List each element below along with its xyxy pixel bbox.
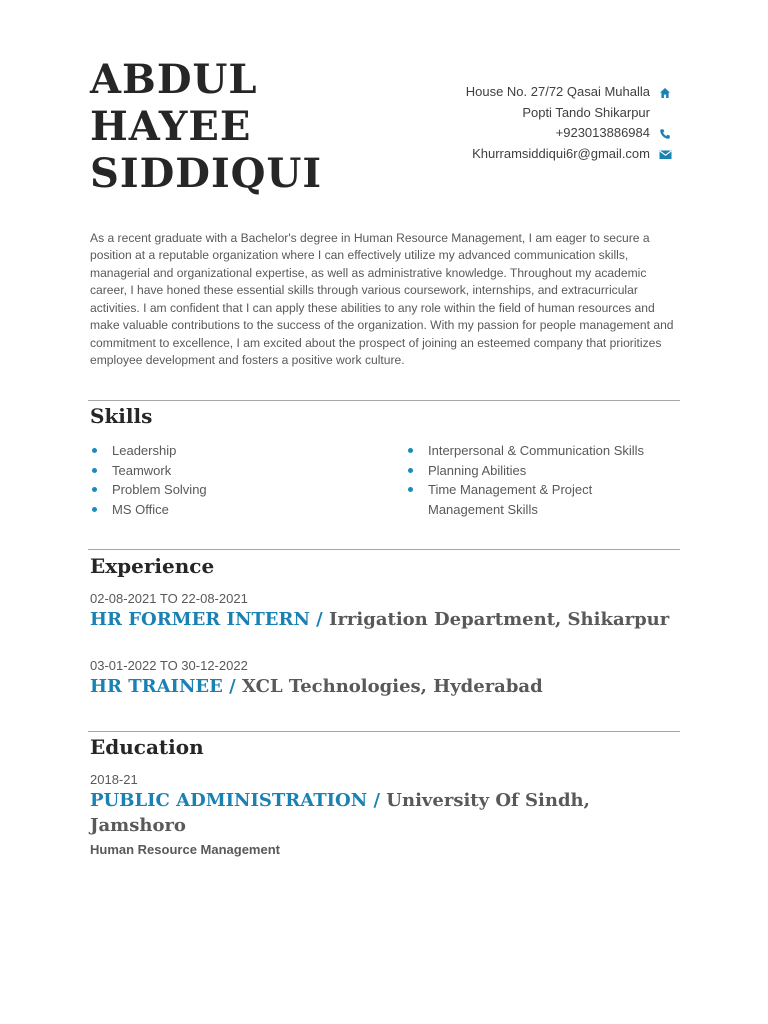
contact-phone xyxy=(466,123,672,144)
phone-text: +923013886984 xyxy=(555,125,650,140)
skills-list-right xyxy=(406,441,666,519)
objective-paragraph: As a recent graduate with a Bachelor's degree in Human Resource Management, I am eager to secure a position at a reputable organization where I can effectively utilize my advanced communication skills, managerial and organizational expertise, as well as administrative knowledge. Throughout my academic career, I have honed these essential skills through various coursework, internships, and extracurricular activities. I am confident that I can apply these abilities to any role within the field of human resources and make valuable contributions to the success of the organization. With my passion for people management and commitment to excellence, I am excited about the prospect of joining an esteemed company that prioritizes employee development and fosters a positive work culture. xyxy=(90,231,674,368)
contact-info xyxy=(466,82,672,164)
skill-item: Problem Solving xyxy=(90,480,390,500)
skill-item: Time Management & Project Management Skills xyxy=(406,480,666,519)
experience-entry xyxy=(90,674,680,699)
experience-dates: 02-08-2021 TO 22-08-2021 xyxy=(90,591,248,606)
experience-entry xyxy=(90,607,680,632)
section-divider xyxy=(88,549,680,550)
address-line-2-text: Popti Tando Shikarpur xyxy=(522,104,650,120)
skill-item: Planning Abilities xyxy=(406,461,666,481)
degree-name: PUBLIC ADMINISTRATION / xyxy=(90,790,387,811)
contact-email xyxy=(466,144,672,165)
experience-dates: 03-01-2022 TO 30-12-2022 xyxy=(90,658,248,673)
skill-item: MS Office xyxy=(90,500,390,520)
job-role: HR TRAINEE / xyxy=(90,676,242,697)
home-icon xyxy=(658,87,672,99)
address-line-1-text: House No. 27/72 Qasai Muhalla xyxy=(465,84,650,99)
school-name: University Of Sindh, Jamshoro xyxy=(90,790,590,836)
degree-detail: Human Resource Management xyxy=(90,842,280,857)
skill-item: Leadership xyxy=(90,441,390,461)
name-line-1: ABDUL xyxy=(90,56,258,103)
name-line-2: HAYEE xyxy=(90,103,252,150)
job-organization: Irrigation Department, Shikarpur xyxy=(329,609,670,630)
job-organization: XCL Technologies, Hyderabad xyxy=(241,676,543,697)
candidate-name xyxy=(90,56,390,197)
education-heading: Education xyxy=(90,735,204,759)
skills-heading: Skills xyxy=(90,404,153,428)
email-text[interactable]: Khurramsiddiqui6r@gmail.com xyxy=(472,145,650,161)
experience-heading: Experience xyxy=(90,554,215,578)
section-divider xyxy=(88,731,680,732)
skill-item: Interpersonal & Communication Skills xyxy=(406,441,666,461)
education-dates: 2018-21 xyxy=(90,772,138,787)
email-icon xyxy=(658,149,672,160)
contact-address-line-2 xyxy=(466,103,672,124)
education-entry xyxy=(90,788,680,838)
contact-address-line-1 xyxy=(466,82,672,103)
skill-item: Teamwork xyxy=(90,461,390,481)
section-divider xyxy=(88,400,680,401)
skills-list-left xyxy=(90,441,390,519)
job-role: HR FORMER INTERN / xyxy=(90,609,330,630)
name-line-3: SIDDIQUI xyxy=(90,150,323,197)
phone-icon xyxy=(658,128,672,140)
